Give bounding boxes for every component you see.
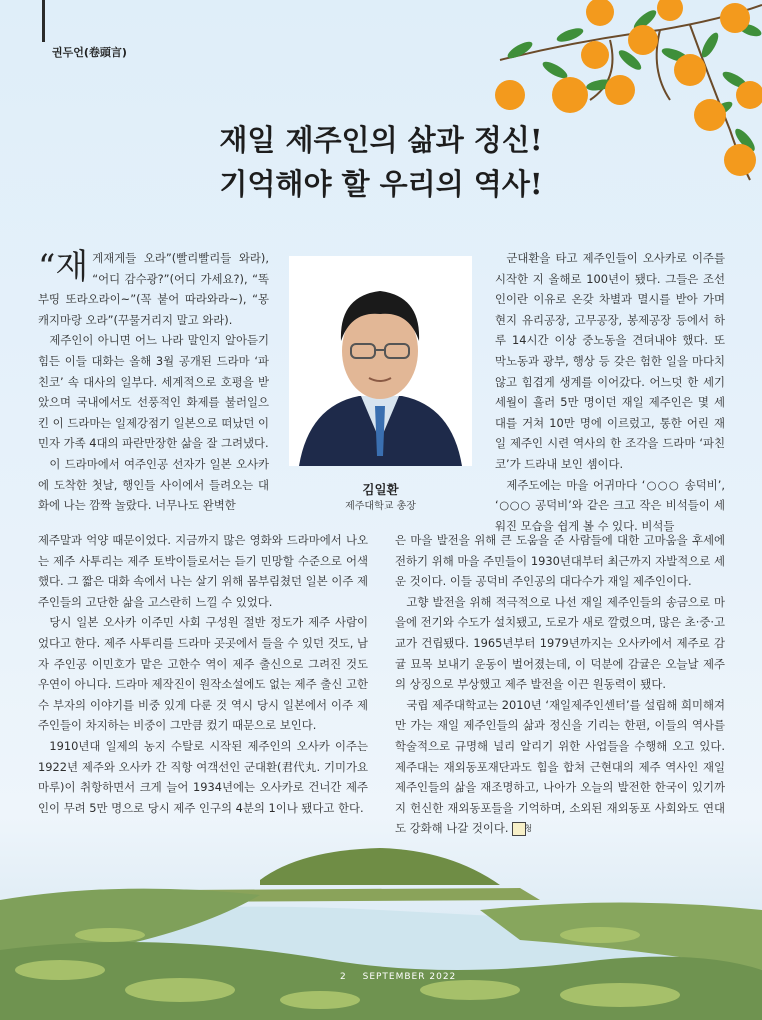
author-photo (289, 256, 472, 466)
paragraph: 제주말과 억양 때문이었다. 지금까지 많은 영화와 드라마에서 나오는 제주 사투리는 제주 토박이들로서는 듣기 민망할 수준으로 어색했다. 그 짧은 대화 속에서 나는 살기 위해 몸부림쳤던 일본 이주 제주인들의 고단한 삶을 고스란히 느낄 수 있었다. (38, 533, 368, 609)
title-line-1: 재일 제주인의 삶과 정신! (219, 123, 543, 157)
right-column (495, 248, 725, 536)
footer-issue: SEPTEMBER 2022 (362, 972, 457, 982)
jeju-coast-illustration (0, 840, 762, 1020)
left-column (38, 248, 269, 516)
paragraph: 군대환을 타고 제주인들이 오사카로 이주를 시작한 지 올해로 100년이 됐다. 그들은 조선인이란 이유로 온갖 차별과 멸시를 받아 가며 현지 유리공장, 고무공장, 봉제공장 등에서 하루 14시간 이상 중노동을 견뎌내야 했다. 또 막노동과 광부, 행상 등 갖은 험한 일을 마다치 않고 힘겹게 생계를 이어갔다. 어느덧 한 세기 세월이 흘러 5만 명이던 재일 제주인은 몇 세대를 거쳐 10만 명에 이르렀고, 통한 어린 재일 제주인 시련 역사의 한 조각을 드라마 ‘파친코’가 드라내 보인 셈이다. (495, 251, 725, 471)
paragraph: 국립 제주대학교는 2010년 ‘재일제주인센터’를 설립해 희미해져만 가는 재일 제주인들의 삶과 정신을 기리는 한편, 이들의 역사를 학술적으로 규명해 널리 알리기 위한 사업들을 수행해 오고 있다. 제주대는 재외동포재단과도 힘을 합쳐 근현대의 제주 역사인 재일 제주인들의 삶을 재조명하고, 나아가 오늘의 발전한 한국이 있기까지 헌신한 재외동포들을 기억하며, 소외된 재외동포 사회와도 연대도 강화해 나갈 것이다. (395, 697, 725, 836)
paragraph: 이 드라마에서 여주인공 선자가 일본 오사카에 도착한 첫날, 행인들 사이에서 들려오는 대화에 나는 깜짝 놀랐다. 너무나도 완벽한 (38, 456, 269, 513)
article-title (0, 118, 762, 206)
paragraph: 제주인이 아니면 어느 나라 말인지 알아듣기 힘든 이들 대화는 올해 3월 공개된 드라마 ‘파친코’ 속 대사의 일부다. 세계적으로 호평을 받았으며 국내에서도 선풍적인 화제를 불러일으킨 이 드라마는 일제강점기 일본으로 떠났던 이민자 가족 4대의 파란만장한 삶을 잘 그려냈다. (38, 333, 269, 451)
page-number: 2 (340, 972, 347, 982)
section-accent-line (42, 0, 45, 42)
end-mark-icon: 청 (512, 822, 526, 836)
paragraph: 은 마을 발전을 위해 큰 도움을 준 사람들에 대한 고마움을 후세에 전하기 위해 마을 주민들이 1930년대부터 최근까지 자발적으로 세운 것이다. 이들 공덕비 주인공의 대다수가 재일 제주인이다. (395, 533, 725, 589)
right-wide-column (395, 530, 725, 839)
paragraph: 제주도에는 마을 어귀마다 ‘○○○ 송덕비’, ‘○○○ 공덕비’와 같은 크고 작은 비석들이 세워진 모습을 쉽게 볼 수 있다. 비석들 (495, 477, 725, 533)
page-footer (340, 972, 456, 982)
title-line-2: 기억해야 할 우리의 역사! (219, 167, 543, 201)
section-label: 권두언(卷頭言) (52, 46, 127, 59)
author-role: 제주대학교 총장 (345, 501, 416, 512)
dropcap: “재 (38, 247, 89, 287)
left-wide-column (38, 530, 368, 818)
paragraph: 게재게들 오라”(빨리빨리들 와라), “어디 감수광?”(어디 가세요?), “똑부띵 또라오라이~”(꼭 붙어 따라와라~), “몽캐지마랑 오라”(꾸물거리지 말고 와라). (38, 251, 269, 327)
paragraph: 당시 일본 오사카 이주민 사회 구성원 절반 정도가 제주 사람이었다고 한다. 제주 사투리를 드라마 곳곳에서 들을 수 있던 것도, 남자 주인공 이민호가 맡은 고한수 역이 제주 출신으로 그려진 것도 우연이 아니다. 드라마 제작진이 원작소설에도 없는 제주 출신 고한수 부자의 이야기를 비중 있게 다룬 것 역시 당시 일본에서 이주 제주인들이 차지하는 비중이 그만큼 컸기 때문으로 보인다. (38, 615, 368, 733)
author-name: 김일환 (362, 482, 399, 497)
paragraph: 고향 발전을 위해 적극적으로 나선 재일 제주인들의 송금으로 마을에 전기와 수도가 설치됐고, 도로가 새로 깔렸으며, 많은 초·중·고교가 건립됐다. 1965년부터 1979년까지는 오사카에서 제주로 감귤 묘목 보내기 운동이 벌어졌는데, 이 덕분에 감귤은 오늘날 제주의 상징으로 부상했고 제주 발전을 이끈 원동력이 됐다. (395, 594, 725, 692)
paragraph: 1910년대 일제의 농지 수탈로 시작된 제주인의 오사카 이주는 1922년 제주와 오사카 간 직항 여객선인 군대환(君代丸. 기미가요 마루)이 취항하면서 크게 늘어 1934년에는 오사카로 건너간 제주인이 무려 5만 명으로 당시 제주 인구의 4분의 1이나 됐다고 한다. (38, 738, 368, 815)
